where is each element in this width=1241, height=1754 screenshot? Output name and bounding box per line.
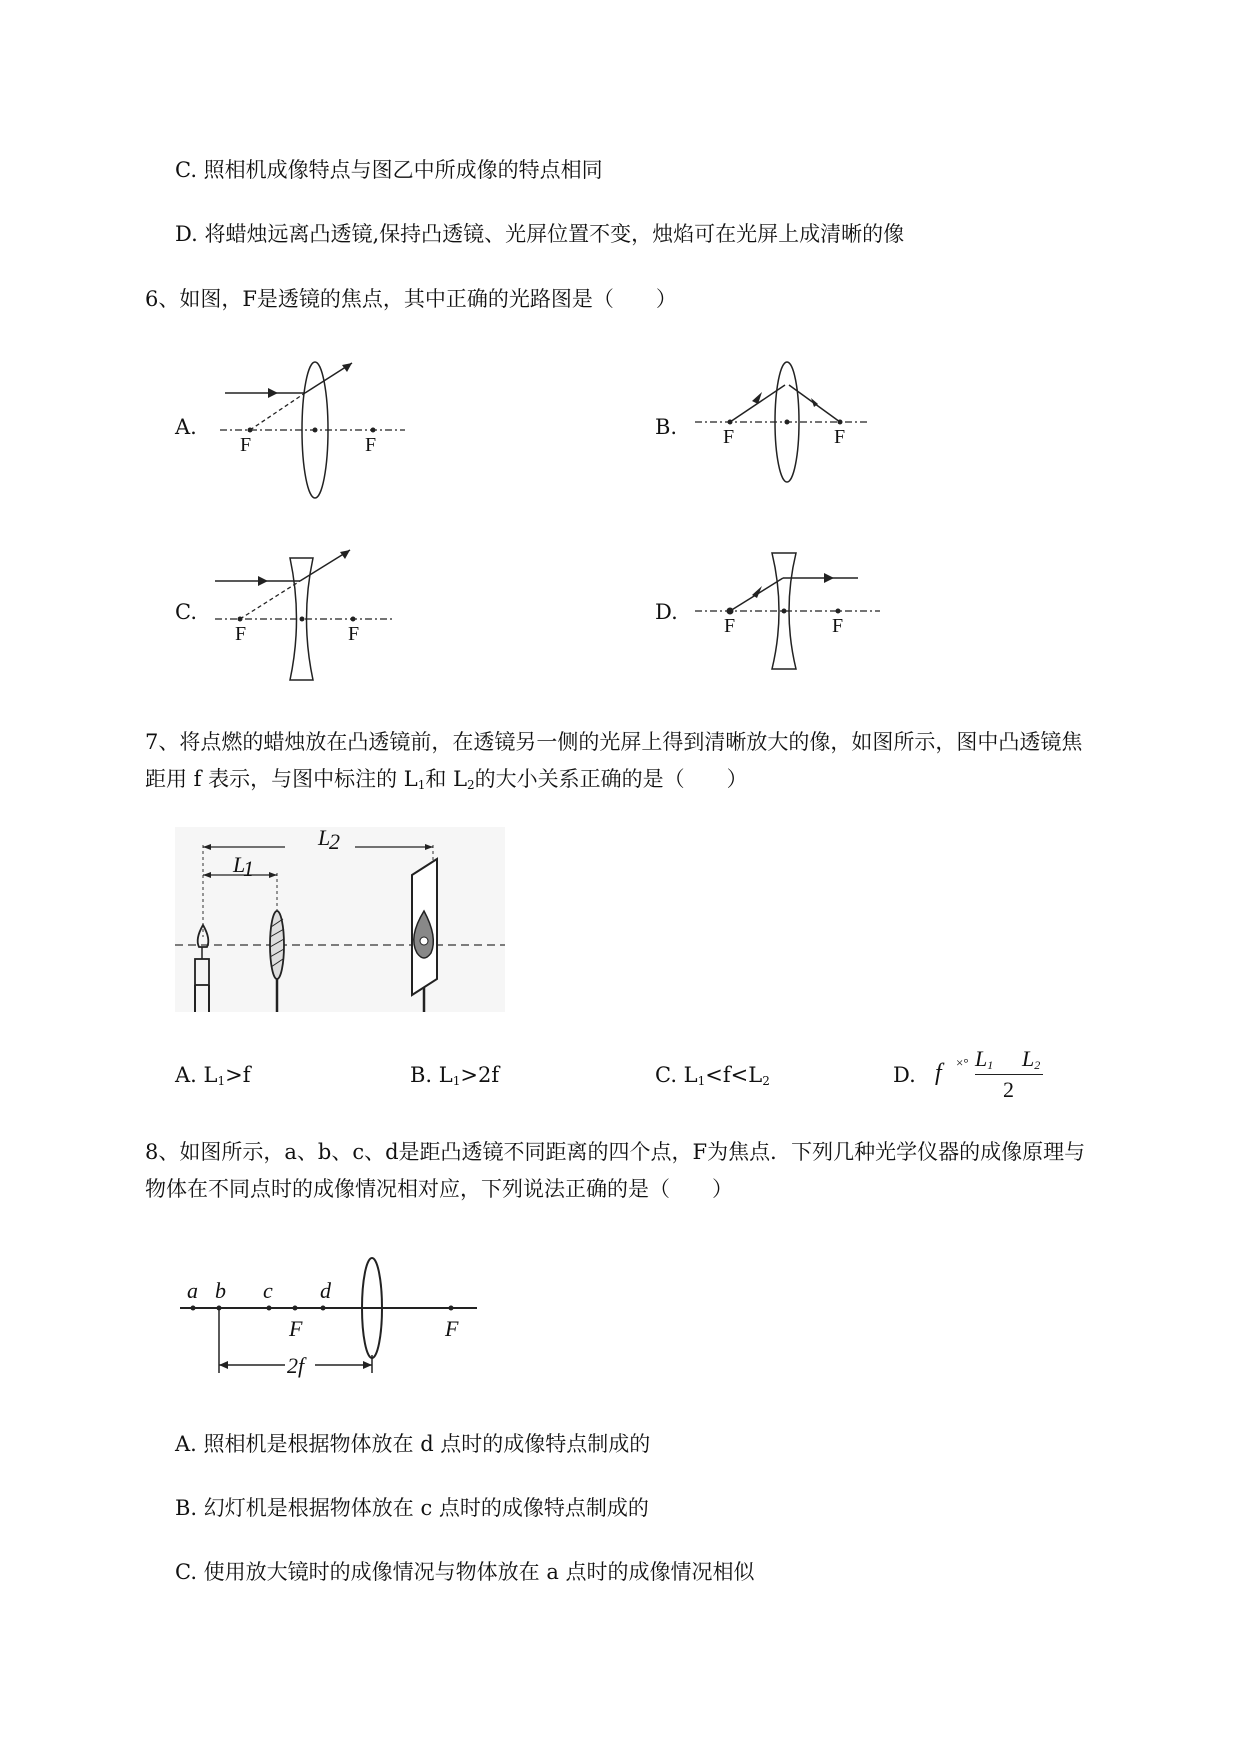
q7-stem-line2: 距用 f 表示，与图中标注的 $L_1$和 $L_2$的大小关系正确的是（ ） — [145, 767, 748, 792]
q8-stem-line2: 物体在不同点时的成像情况相对应，下列说法正确的是（ ） — [145, 1177, 733, 1201]
q6-label-d: D. — [655, 600, 678, 624]
q7-fig-l2-sub: 2 — [329, 829, 340, 854]
q6-a-focus-left: F — [240, 434, 252, 456]
q8-focus-right: F — [445, 1316, 459, 1341]
q8-point-d: d — [320, 1278, 331, 1303]
q7-figure — [175, 827, 505, 1012]
q8-stem-line1: 8、如图所示，a、b、c、d是距凸透镜不同距离的四个点，F为焦点．下列几种光学仪器的成像原理与 — [145, 1140, 1086, 1164]
q5-option-c: C. 照相机成像特点与图乙中所成像的特点相同 — [175, 158, 603, 182]
q6-label-a: A. — [175, 415, 197, 439]
q7-fig-l1-sub: 1 — [243, 856, 254, 881]
q7-option-d-numerator-l2: $L_2$ — [1022, 1046, 1041, 1072]
q6-figure-d — [690, 545, 890, 685]
q8-point-a: a — [187, 1278, 198, 1303]
q6-a-focus-right: F — [365, 434, 377, 456]
q8-point-c: c — [263, 1278, 273, 1303]
q6-d-focus-left: F — [724, 615, 736, 637]
q5-option-d: D. 将蜡烛远离凸透镜,保持凸透镜、光屏位置不变，烛焰可在光屏上成清晰的像 — [175, 222, 905, 246]
q6-d-focus-right: F — [832, 615, 844, 637]
q6-figure-a — [210, 355, 410, 495]
q7-option-c: C. $L_1<f<L_2$ — [655, 1063, 770, 1088]
q8-point-b: b — [215, 1278, 226, 1303]
q6-b-focus-right: F — [834, 426, 846, 448]
q6-figure-c — [210, 545, 410, 685]
q6-b-focus-left: F — [723, 426, 735, 448]
q6-label-b: B. — [655, 415, 678, 439]
q8-focus-left: F — [289, 1316, 303, 1341]
q6-c-focus-left: F — [235, 623, 247, 645]
q7-option-d-fraction-bar — [975, 1074, 1043, 1075]
q7-option-d-symbol: ×° — [956, 1055, 969, 1070]
q8-option-b: B. 幻灯机是根据物体放在 c 点时的成像特点制成的 — [175, 1496, 649, 1520]
q7-fig-l2: L — [318, 825, 331, 850]
q7-option-d-f: f — [935, 1060, 942, 1086]
q7-option-a: A. $L_1>f$ — [175, 1063, 251, 1088]
q7-option-d-denominator: 2 — [1003, 1077, 1014, 1102]
q6-label-c: C. — [175, 600, 197, 624]
q7-stem-line1: 7、将点燃的蜡烛放在凸透镜前，在透镜另一侧的光屏上得到清晰放大的像，如图所示，图中凸透镜焦 — [145, 730, 1083, 754]
q6-stem: 6、如图，F是透镜的焦点，其中正确的光路图是（ ） — [145, 287, 677, 311]
q8-figure — [175, 1255, 485, 1385]
q7-option-d-numerator-l1: $L_1$ — [975, 1046, 994, 1072]
q7-option-d-label: D. — [893, 1063, 916, 1087]
q8-option-c: C. 使用放大镜时的成像情况与物体放在 a 点时的成像情况相似 — [175, 1560, 755, 1584]
q7-option-b: B. $L_1>2f$ — [410, 1063, 500, 1088]
q8-two-f: 2f — [287, 1353, 305, 1378]
q6-c-focus-right: F — [348, 623, 360, 645]
q6-figure-b — [690, 360, 880, 490]
q8-option-a: A. 照相机是根据物体放在 d 点时的成像特点制成的 — [175, 1432, 651, 1456]
q7-fig-l1: L — [233, 852, 246, 877]
